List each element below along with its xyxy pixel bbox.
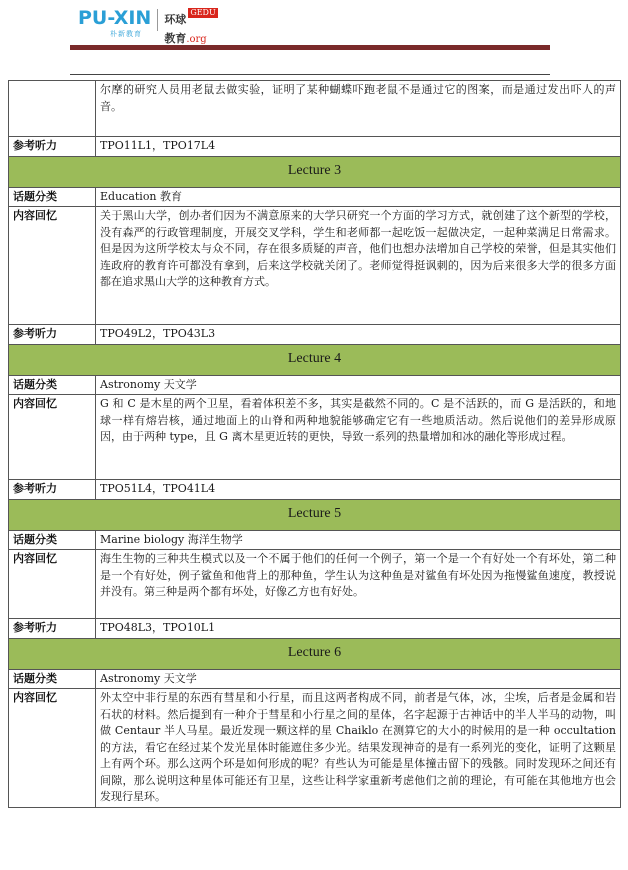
lecture-header-row [9, 156, 621, 187]
content-cell: 尔摩的研究人员用老鼠去做实验，证明了某种蝴蝶吓跑老鼠不是通过它的图案，而是通过发出吓人的声音。 [96, 81, 621, 137]
logo-hq-bottom: 教育 [164, 32, 187, 45]
ref-value: TPO49L2，TPO43L3 [96, 325, 621, 345]
topic-label: 话题分类 [9, 375, 96, 395]
lecture-header-row [9, 499, 621, 530]
logo-gedu-badge: GEDU [190, 8, 216, 17]
content-label: 内容回忆 [9, 395, 96, 480]
header-rule [70, 74, 550, 75]
topic-label: 话题分类 [9, 669, 96, 689]
topic-value: Education 教育 [96, 187, 621, 207]
topic-label: 话题分类 [9, 187, 96, 207]
puxin-logo [78, 7, 218, 45]
topic-value: Astronomy 天文学 [96, 375, 621, 395]
table-row [9, 207, 621, 325]
ref-label: 参考听力 [9, 480, 96, 500]
ref-label: 参考听力 [9, 619, 96, 639]
lecture-title: Lecture 3 [9, 156, 621, 187]
table-row [9, 550, 621, 619]
content-label: 内容回忆 [9, 689, 96, 808]
logo-main-text: PU-XIN [78, 7, 152, 29]
content-cell: 外太空中非行星的东西有彗星和小行星，而且这两者构成不同，前者是气体，冰，尘埃，后者是金属和岩石状的材料。然后提到有一种介于彗星和小行星之间的星体，名字起源于古神话中的半人半马的动物，叫做 Centaur 半人马星。最近发现一颗这样的星 Chaiklo 在测算它的大小的时候用的是一种 occultation 的方法，看它在经过某个发光星体时能遮住多少光。结果发现神奇的是有一系列光的变化，证明了这颗星上有两个环。那么这两个环是如何形成的呢？有些认为可能是星体撞击留下的残骸。同时发现环之间还有间隙，那么说明这种星体可能还有卫星，这些让科学家重新考虑他们之前的理论，有可能在其他地方也会发现行星环。 [96, 689, 621, 808]
logo-org-text: .org [186, 34, 207, 45]
lecture-table [8, 80, 621, 808]
ref-value: TPO51L4，TPO41L4 [96, 480, 621, 500]
content-label: 内容回忆 [9, 550, 96, 619]
empty-label-cell [9, 81, 96, 137]
content-cell: 海生生物的三种共生模式以及一个不属于他们的任何一个例子，第一个是一个有好处一个有坏处，第二种是一个有好处，例子鲨鱼和他背上的那种鱼，学生认为这种鱼是对鲨鱼有坏处因为拖慢鲨鱼速度，教授说并没有。第三种是两个都有坏处，好像乙方也有好处。 [96, 550, 621, 619]
header-bar [70, 45, 550, 50]
topic-value: Marine biology 海洋生物学 [96, 530, 621, 550]
gedu-logo [164, 8, 217, 46]
content-cell: G 和 C 是木星的两个卫星，看着体积差不多，其实是截然不同的。C 是不活跃的，而 G 是活跃的，和地球一样有熔岩核，通过地面上的山脊和两种地貌能够确定它有一些地质活动。然后说他们的差异形成原因，由于两种 type，且 G 离木星更近转的更快，导致一系列的热量增加和冰的融化等形成过程。 [96, 395, 621, 480]
ref-label: 参考听力 [9, 325, 96, 345]
lecture-title: Lecture 5 [9, 499, 621, 530]
ref-value: TPO48L3，TPO10L1 [96, 619, 621, 639]
table-row [9, 480, 621, 500]
table-row [9, 619, 621, 639]
topic-label: 话题分类 [9, 530, 96, 550]
ref-label: 参考听力 [9, 137, 96, 157]
lecture-title: Lecture 6 [9, 638, 621, 669]
lecture-header-row [9, 344, 621, 375]
table-row [9, 669, 621, 689]
content-label: 内容回忆 [9, 207, 96, 325]
table-row [9, 689, 621, 808]
table-row [9, 187, 621, 207]
table-row [9, 530, 621, 550]
content-cell: 关于黑山大学，创办者们因为不满意原来的大学只研究一个方面的学习方式，就创建了这个新型的学校，没有森严的行政管理制度，开展交叉学科，学生和老师都一起吃饭一起做决定，一起种菜满足日常需求。但是因为这所学校太与众不同，存在很多质疑的声音，他们也想办法增加自己学校的荣誉，但是其实他们连政府的教育许可都没有拿到，后来这学校就关闭了。老师觉得挺讽刺的，因为后来很多大学的很多方面都在追求黑山大学的这种教育方式。 [96, 207, 621, 325]
table-row [9, 137, 621, 157]
logo-divider [157, 9, 158, 31]
topic-value: Astronomy 天文学 [96, 669, 621, 689]
page-header [0, 0, 628, 80]
ref-value: TPO11L1，TPO17L4 [96, 137, 621, 157]
table-row [9, 81, 621, 137]
table-row [9, 395, 621, 480]
table-row [9, 325, 621, 345]
table-row [9, 375, 621, 395]
logo-sub-text: 朴新教育 [110, 30, 142, 38]
lecture-header-row [9, 638, 621, 669]
logo-hq-top: 环球 [164, 13, 187, 26]
lecture-title: Lecture 4 [9, 344, 621, 375]
